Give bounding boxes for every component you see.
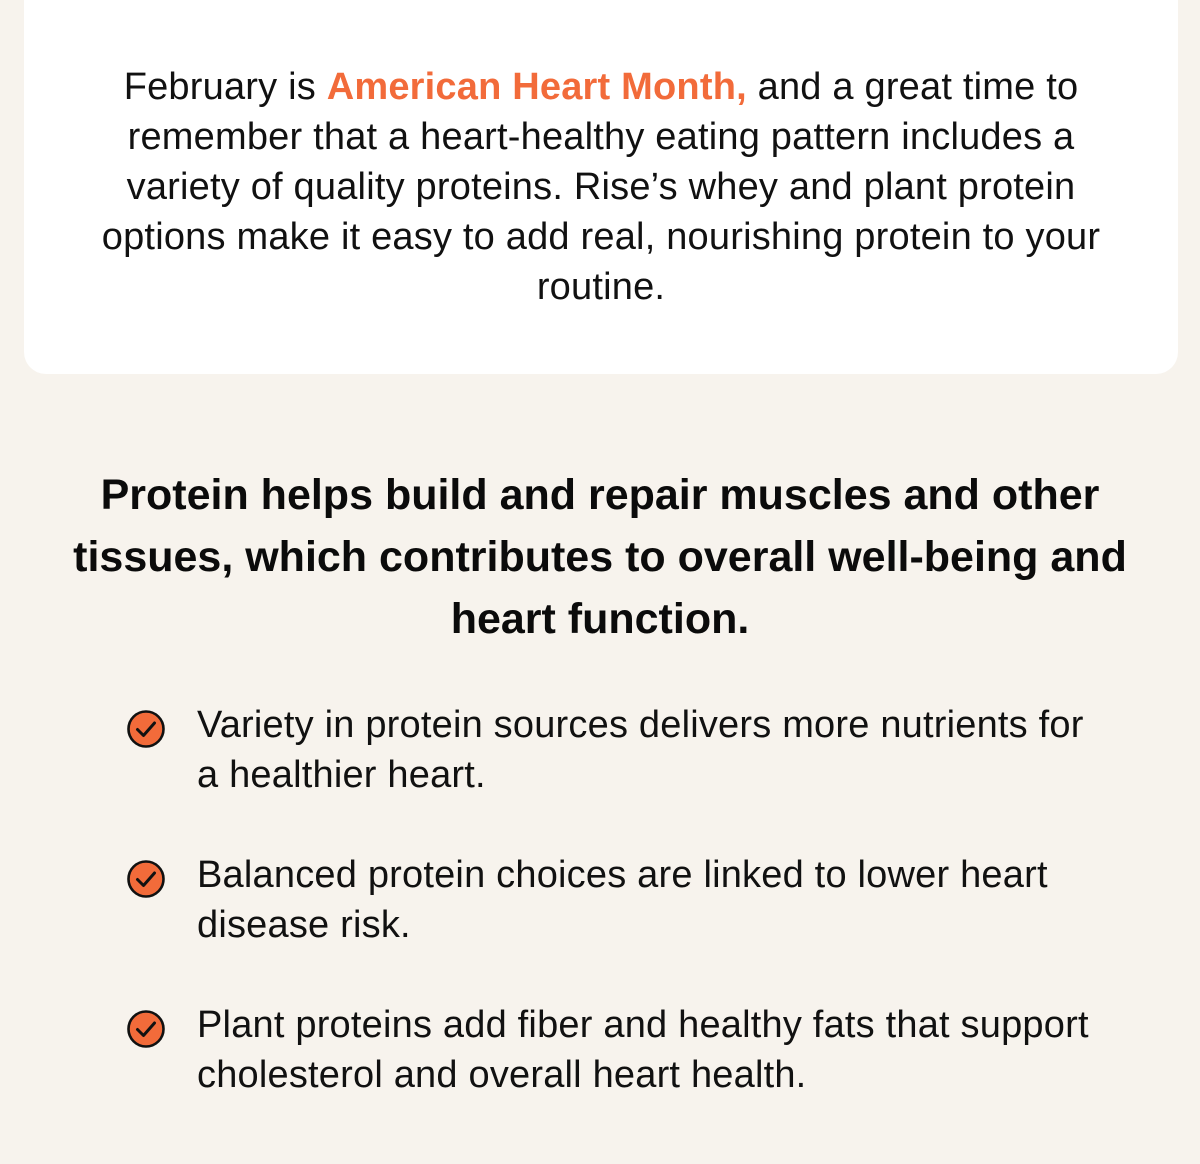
check-circle-icon <box>126 859 166 899</box>
benefit-text: Plant proteins add fiber and healthy fats that support cholesterol and overall heart health. <box>197 1004 1089 1096</box>
benefit-text: Balanced protein choices are linked to lower heart disease risk. <box>197 854 1048 946</box>
protein-headline: Protein helps build and repair muscles and other tissues, which contributes to overall well-being and heart function. <box>73 471 1127 643</box>
check-circle-icon <box>126 709 166 749</box>
american-heart-month-highlight: American Heart Month, <box>326 66 747 108</box>
benefit-item-variety <box>126 700 1106 800</box>
benefits-list <box>126 700 1106 1150</box>
intro-text <box>81 62 1121 312</box>
benefit-item-balanced <box>126 850 1106 950</box>
check-circle-icon <box>126 1009 166 1049</box>
benefit-text: Variety in protein sources delivers more nutrients for a healthier heart. <box>197 704 1084 796</box>
intro-text-start: February is <box>123 66 327 108</box>
benefit-item-plant <box>126 1000 1106 1100</box>
intro-text-end: and a great time to remember that a heart-healthy eating pattern includes a variety of quality proteins. Rise’s whey and plant protein options make it easy to add real, nourishing protein to your routine. <box>101 66 1101 308</box>
intro-card <box>24 0 1178 374</box>
